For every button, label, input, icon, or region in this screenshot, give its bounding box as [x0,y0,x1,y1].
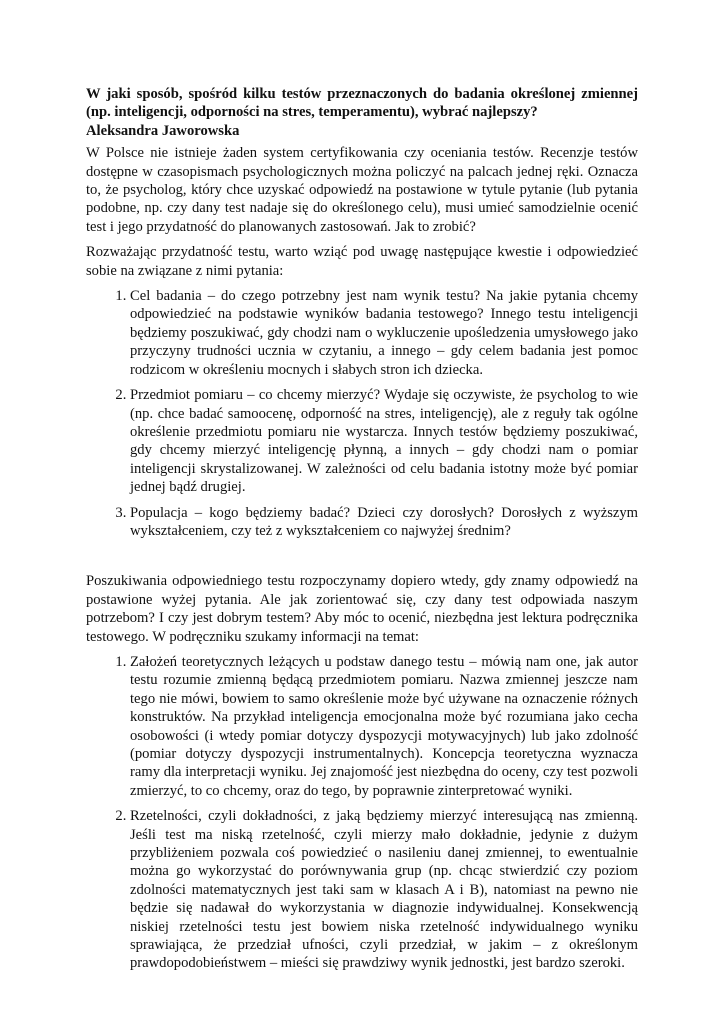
manual-topics-list [86,653,638,973]
paragraph-search: Poszukiwania odpowiedniego testu rozpoczynamy dopiero wtedy, gdy znamy odpowiedź na postawione wyżej pytania. Ale jak zorientować się, czy dany test odpowiada naszym potrzebom? I czy jest dobrym testem? Aby móc to ocenić, niezbędna jest lektura podręcznika testowego. W podręczniku szukamy informacji na temat: [86,573,638,645]
list-item: 1. Założeń teoretycznych leżących u podstaw danego testu – mówią nam one, jak autor testu rozumie zmienną będącą przedmiotem pomiaru. Nazwa zmiennej jeszcze nam tego nie mówi, bowiem to samo określenie może być używane na oznaczenie różnych konstruktów. Na przykład inteligencja emocjonalna może być rozumiana jako cecha osobowości (i wtedy pomiar dotyczy dyspozycji motywacyjnych) lub jako zdolność (pomiar dotyczy dyspozycji instrumentalnych). Koncepcja teoretyczna wyznacza ramy dla interpretacji wyniku. Jej znajomość jest niezbędna do oceny, czy test pozwoli zmierzyć, to co chcemy, oraz do tego, by poprawnie zinterpretować wyniki. [130,653,638,800]
list-item: 2. Przedmiot pomiaru – co chcemy mierzyć? Wydaje się oczywiste, że psycholog to wie (np. chce badać samoocenę, odporność na stres, inteligencję), ale z reguły tak ogólne określenie przedmiotu pomiaru nie wystarcza. Innych testów będziemy poszukiwać, gdy chcemy mierzyć inteligencję płynną, a innych – gdy chodzi nam o pomiar inteligencji skrystalizowanej. W zależności od celu badania istotny może być pomiar jednej bądź drugiej. [130,386,638,496]
document-title: W jaki sposób, spośród kilku testów przeznaczonych do badania określonej zmiennej (np. inteligencji, odporności na stres, temperamentu), wybrać najlepszy? [86,86,638,121]
list-item: 3. Populacja – kogo będziemy badać? Dzieci czy dorosłych? Dorosłych z wyższym wykształceniem, czy też z wykształceniem co najwyżej średnim? [130,504,638,541]
document-author: Aleksandra Jaworowska [86,122,240,139]
paragraph-intro: W Polsce nie istnieje żaden system certyfikowania czy oceniania testów. Recenzje testów dostępne w czasopismach psychologicznych można policzyć na palcach jednej ręki. Oznacza to, że psycholog, który chce uzyskać odpowiedź na postawione w tytule pytanie (lub pytania podobne, np. czy dany test nadaje się do określonego celu), musi umieć samodzielnie ocenić test i jego przydatność do planowanych zastosowań. Jak to zrobić? [86,145,638,235]
considerations-list [86,287,638,540]
document-page [86,85,638,973]
section-spacer [86,540,638,572]
list-item: 1. Cel badania – do czego potrzebny jest nam wynik testu? Na jakie pytania chcemy odpowiedzieć na podstawie wyników badania testowego? Innego testu inteligencji będziemy poszukiwać, gdy chodzi nam o wykluczenie upośledzenia umysłowego jako przyczyny trudności ucznia w czytaniu, a innego – gdy celem badania jest pomoc rodzicom w określeniu mocnych i słabych stron ich dziecka. [130,287,638,379]
paragraph-considerations: Rozważając przydatność testu, warto wziąć pod uwagę następujące kwestie i odpowiedzieć sobie na związane z nimi pytania: [86,244,638,279]
list-item: 2. Rzetelności, czyli dokładności, z jaką będziemy mierzyć interesującą nas zmienną. Jeśli test ma niską rzetelność, czyli mierzy mało dokładnie, jedynie z dużym przybliżeniem pozwala coś powiedzieć o nasileniu danej zmiennej, to ewentualnie można go wykorzystać do porównywania grup (np. chcąc stwierdzić czy poziom zdolności matematycznych jest taki sam w klasach A i B), natomiast na pewno nie będzie się nadawał do wykorzystania w diagnozie indywidualnej. Konsekwencją niskiej rzetelności testu jest bowiem niska rzetelność indywidualnego wyniku sprawiająca, że przedział ufności, czyli przedział, w jakim – z określonym prawdopodobieństwem – mieści się prawdziwy wynik jednostki, jest bardzo szeroki. [130,807,638,973]
